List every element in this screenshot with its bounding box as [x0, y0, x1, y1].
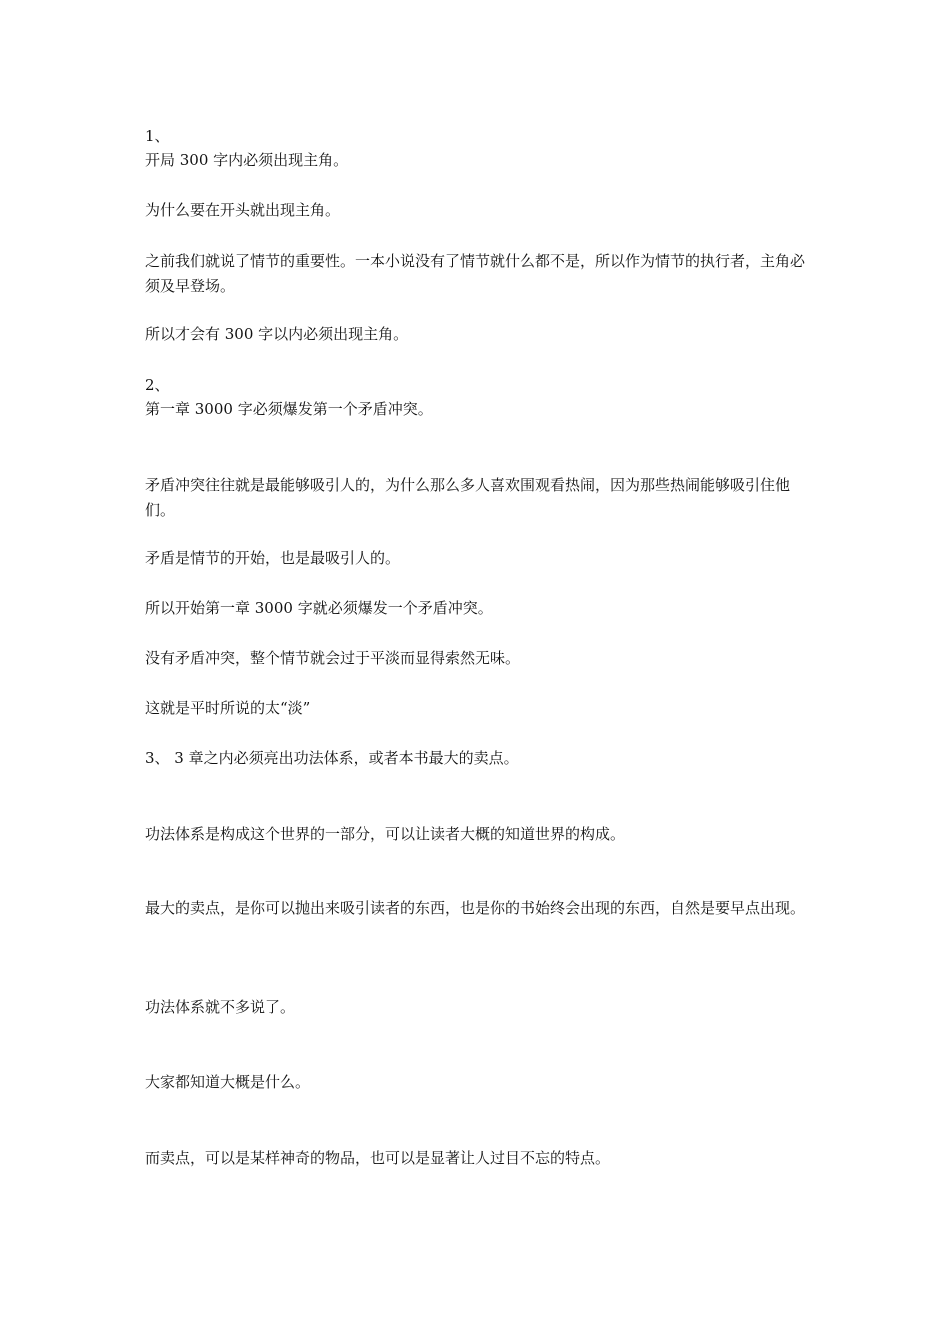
section-2-paragraph-2: 矛盾是情节的开始，也是最吸引人的。 — [145, 549, 401, 567]
section-2-paragraph-4: 没有矛盾冲突，整个情节就会过于平淡而显得索然无味。 — [145, 649, 521, 667]
section-1-number: 1、 — [145, 127, 170, 145]
section-2-number: 2、 — [145, 376, 170, 394]
section-1-heading: 开局 300 字内必须出现主角。 — [145, 151, 349, 169]
section-2-paragraph-1: 矛盾冲突往往就是最能够吸引人的，为什么那么多人喜欢围观看热闹，因为那些热闹能够吸引住他们。 — [145, 476, 791, 519]
section-3-paragraph-2: 最大的卖点，是你可以抛出来吸引读者的东西，也是你的书始终会出现的东西，自然是要早点出现。 — [145, 899, 806, 917]
section-1-paragraph-3: 所以才会有 300 字以内必须出现主角。 — [145, 325, 409, 343]
section-3-paragraph-3: 功法体系就不多说了。 — [145, 998, 296, 1016]
section-3-paragraph-1: 功法体系是构成这个世界的一部分，可以让读者大概的知道世界的构成。 — [145, 825, 626, 843]
section-3-paragraph-5: 而卖点，可以是某样神奇的物品，也可以是显著让人过目不忘的特点。 — [145, 1149, 611, 1167]
section-1-paragraph-1: 为什么要在开头就出现主角。 — [145, 201, 341, 219]
section-3-paragraph-4: 大家都知道大概是什么。 — [145, 1073, 311, 1091]
section-3-heading: 3、 3 章之内必须亮出功法体系，或者本书最大的卖点。 — [145, 749, 519, 767]
section-2-paragraph-3: 所以开始第一章 3000 字就必须爆发一个矛盾冲突。 — [145, 599, 493, 617]
section-2-paragraph-5: 这就是平时所说的太“淡” — [145, 699, 311, 717]
section-2-heading: 第一章 3000 字必须爆发第一个矛盾冲突。 — [145, 400, 433, 418]
section-1-paragraph-2: 之前我们就说了情节的重要性。一本小说没有了情节就什么都不是，所以作为情节的执行者，主角必须及早登场。 — [145, 252, 806, 295]
